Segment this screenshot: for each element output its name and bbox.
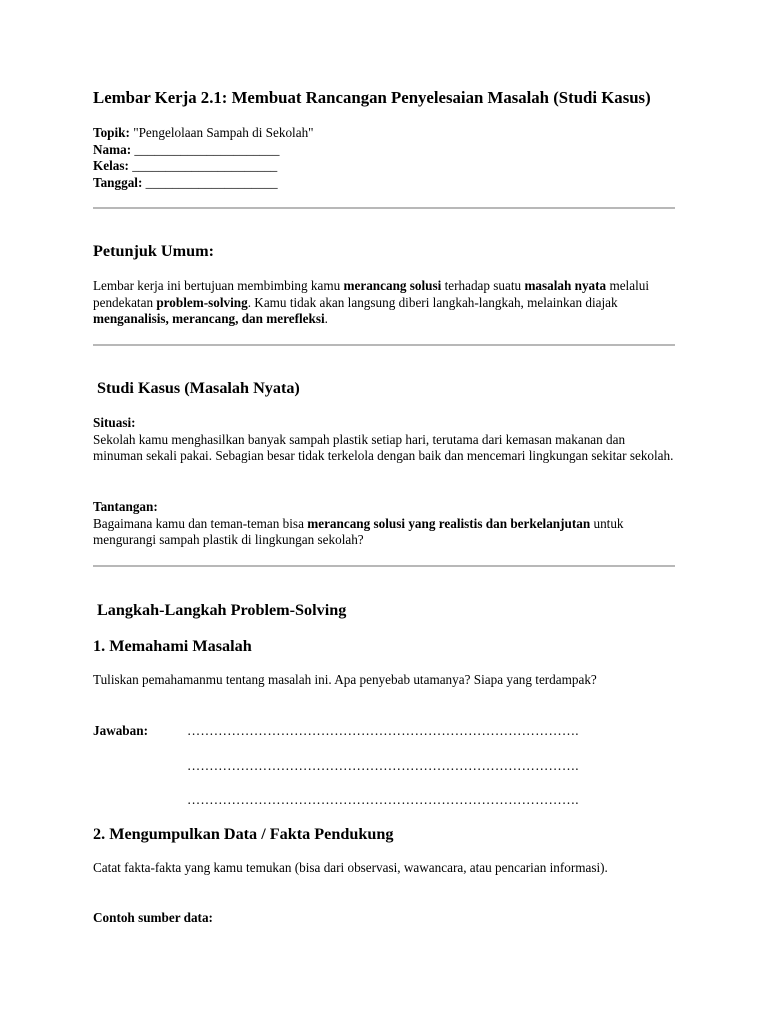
divider <box>93 565 675 567</box>
petunjuk-bold-3: problem-solving <box>156 294 248 310</box>
topik-label: Topik: <box>93 125 130 140</box>
petunjuk-heading: Petunjuk Umum: <box>93 242 214 260</box>
petunjuk-bold-1: merancang solusi <box>343 278 442 293</box>
divider <box>93 344 675 346</box>
situasi-label: Situasi: <box>93 415 136 430</box>
answer-row[interactable] <box>93 723 683 740</box>
answer-line[interactable]: ……………………………………………………………………………. <box>187 792 579 807</box>
topik-line <box>93 125 678 142</box>
situasi-section <box>93 415 678 465</box>
kelas-line <box>93 158 678 175</box>
tanggal-label: Tanggal: <box>93 175 143 191</box>
situasi-text: Sekolah kamu menghasilkan banyak sampah plastik setiap hari, terutama dari kemasan makanan dan minuman sekali pakai. Sebagian besar tidak terkelola dengan baik dan mencemari lingkungan sekitar sekolah. <box>93 431 674 464</box>
jawaban-label: Jawaban: <box>93 723 148 738</box>
step2-heading: 2. Mengumpulkan Data / Fakta Pendukung <box>93 825 394 843</box>
step2-instruction: Catat fakta-fakta yang kamu temukan (bisa dari observasi, wawancara, atau pencarian informasi). <box>93 860 608 875</box>
petunjuk-bold-2: masalah nyata <box>524 278 607 293</box>
petunjuk-text-4: . Kamu tidak akan langsung diberi langkah-langkah, melainkan diajak <box>247 294 618 310</box>
kelas-label: Kelas: <box>93 158 129 174</box>
petunjuk-text-1: Lembar kerja ini bertujuan membimbing kamu <box>93 278 344 293</box>
tantangan-label: Tantangan: <box>93 499 158 514</box>
answer-line[interactable]: ……………………………………………………………………………. <box>187 723 579 738</box>
tantangan-section <box>93 499 678 549</box>
step1-heading: 1. Memahami Masalah <box>93 637 252 655</box>
kelas-blank: ______________________ <box>132 158 278 174</box>
langkah-heading: Langkah-Langkah Problem-Solving <box>97 601 347 619</box>
tanggal-blank: ____________________ <box>145 175 278 191</box>
divider <box>93 207 675 209</box>
petunjuk-bold-4: menganalisis, merancang, dan merefleksi <box>93 311 325 327</box>
nama-line <box>93 142 678 159</box>
student-info <box>93 125 678 192</box>
answer-row[interactable] <box>93 758 683 775</box>
topik-value: "Pengelolaan Sampah di Sekolah" <box>133 125 314 140</box>
studi-kasus-heading: Studi Kasus (Masalah Nyata) <box>97 379 300 397</box>
petunjuk-text-2: terhadap suatu <box>441 278 525 293</box>
nama-label: Nama: <box>93 141 132 157</box>
petunjuk-text-3: melalui pendekatan <box>93 278 649 310</box>
petunjuk-paragraph <box>93 278 678 328</box>
tantangan-text-2: untuk mengurangi sampah plastik di lingkungan sekolah? <box>93 515 624 548</box>
page-title: Lembar Kerja 2.1: Membuat Rancangan Penyelesaian Masalah (Studi Kasus) <box>93 88 651 107</box>
petunjuk-text-5: . <box>324 311 328 327</box>
contoh-sumber-text: Contoh sumber data: <box>93 910 213 925</box>
contoh-sumber-label <box>93 910 678 927</box>
tantangan-bold: merancang solusi yang realistis dan berkelanjutan <box>307 515 591 531</box>
nama-blank: ______________________ <box>134 141 280 157</box>
tanggal-line <box>93 175 678 192</box>
answer-row[interactable] <box>93 792 683 809</box>
answer-line[interactable]: ……………………………………………………………………………. <box>187 758 579 773</box>
step1-instruction: Tuliskan pemahamanmu tentang masalah ini. Apa penyebab utamanya? Siapa yang terdampak? <box>93 672 597 687</box>
tantangan-text-1: Bagaimana kamu dan teman-teman bisa <box>93 515 308 531</box>
